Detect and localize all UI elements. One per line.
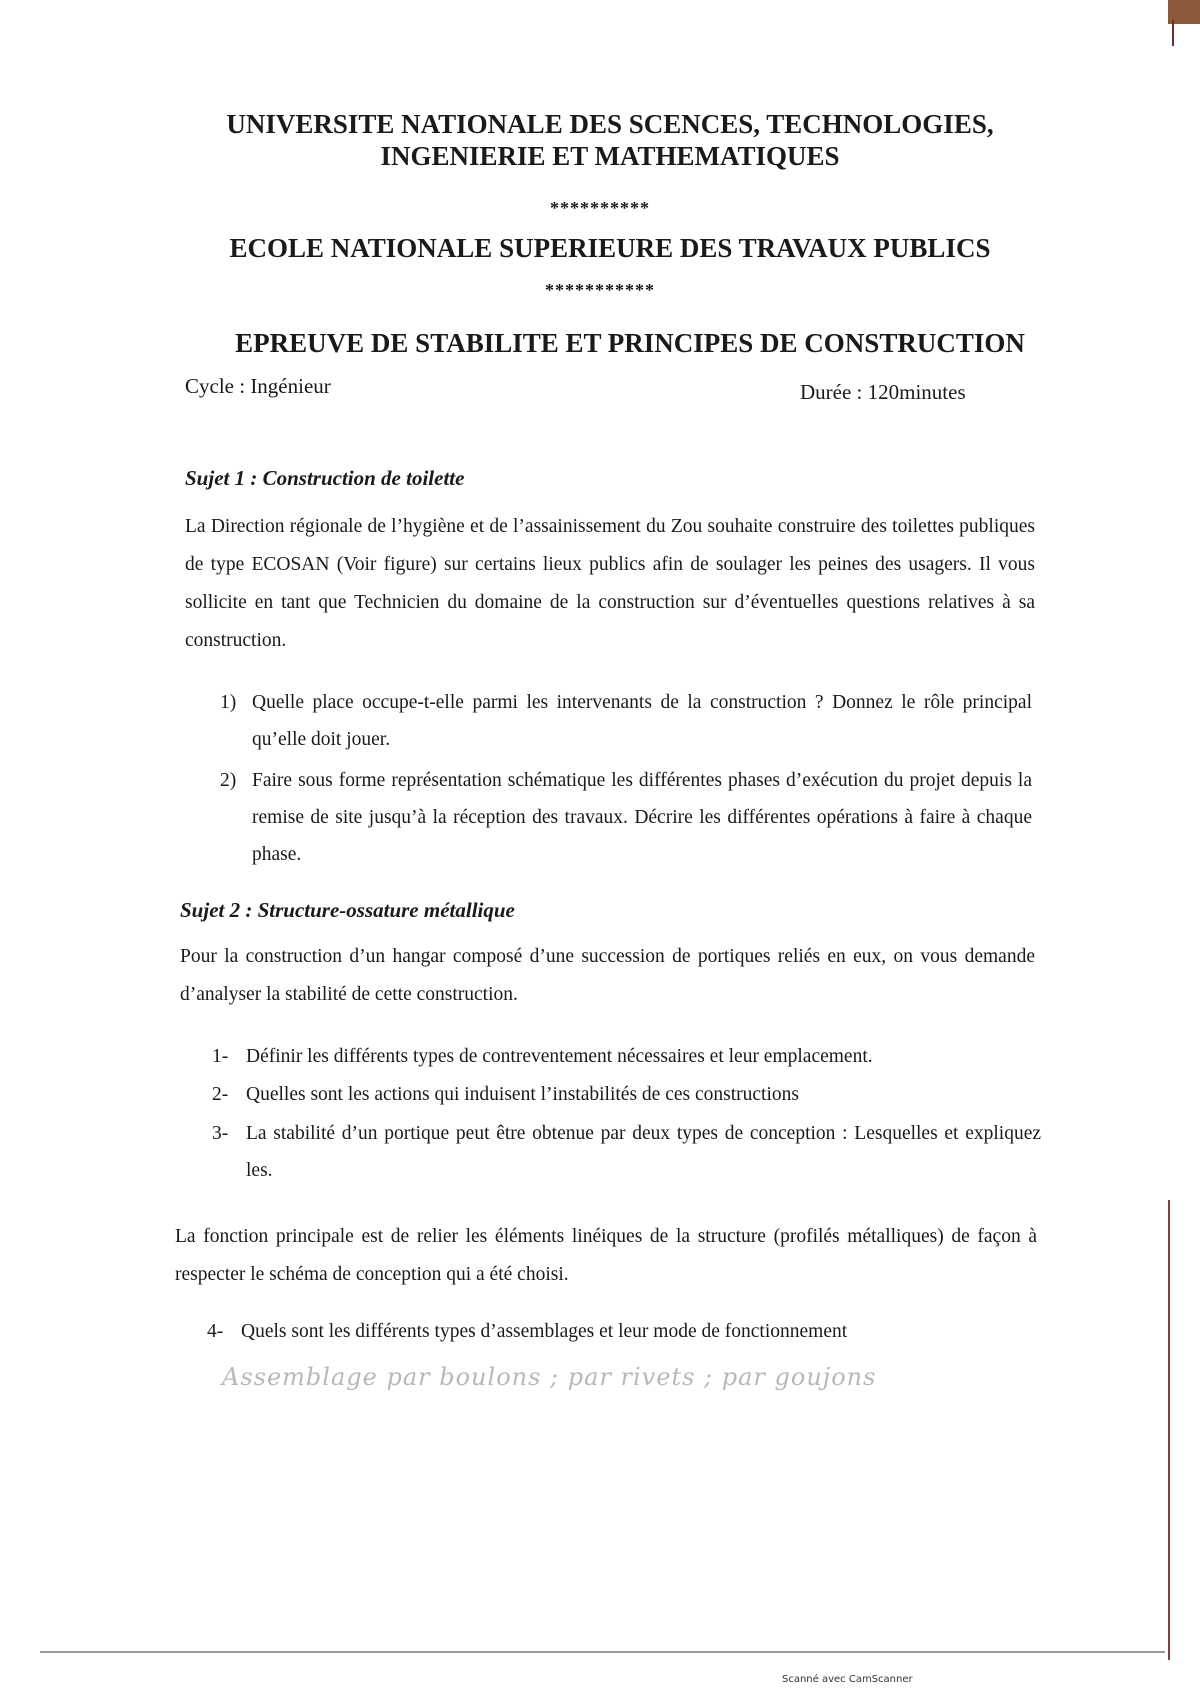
question-number: 1): [220, 692, 237, 713]
university-line-1: UNIVERSITE NATIONALE DES SCENCES, TECHNOLOGIES,: [226, 109, 994, 139]
subject-1-title: Sujet 1 : Construction de toilette: [185, 466, 465, 490]
bottom-edge-rule: [40, 1651, 1165, 1653]
corner-line-mark: [1172, 20, 1174, 46]
question-text: Quelle place occupe-t-elle parmi les intervenants de la construction ? Donnez le rôle principal qu’elle doit jouer.: [252, 692, 1032, 750]
question-number: 3-: [212, 1123, 229, 1144]
subject-2-title: Sujet 2 : Structure-ossature métallique: [180, 898, 515, 922]
question-number: 2): [220, 770, 237, 791]
question-text: Quelles sont les actions qui induisent l’instabilités de ces constructions: [246, 1084, 799, 1105]
separator-stars-1: **********: [550, 198, 650, 218]
question-number: 4-: [207, 1321, 224, 1342]
separator-stars-2: ***********: [545, 280, 655, 300]
cycle-label: Cycle : Ingénieur: [185, 374, 331, 398]
school-heading: ECOLE NATIONALE SUPERIEURE DES TRAVAUX PUBLICS: [229, 233, 991, 263]
question-text: Quels sont les différents types d’assemblages et leur mode de fonctionnement: [241, 1321, 848, 1342]
university-line-2: INGENIERIE ET MATHEMATIQUES: [380, 141, 840, 171]
duration-label: Durée : 120minutes: [800, 380, 966, 404]
exam-title: EPREUVE DE STABILITE ET PRINCIPES DE CONSTRUCTION: [235, 328, 1025, 358]
right-edge-rule: [1168, 1200, 1170, 1660]
question-number: 1-: [212, 1046, 229, 1067]
subject-2-intro: Pour la construction d’un hangar composé d’une succession de portiques reliés en eux, on vous demande d’analyser la stabilité de cette construction.: [180, 946, 1035, 1005]
question-number: 2-: [212, 1084, 229, 1105]
subject-1-intro: La Direction régionale de l’hygiène et de l’assainissement du Zou souhaite construire des toilettes publiques de type ECOSAN (Voir figure) sur certains lieux publics afin de soulager les peines des usagers. Il vous sollicite en tant que Technicien du domaine de la construction sur d’éventuelles questions relatives à sa construction.: [185, 516, 1035, 651]
scanner-stamp: Scanné avec CamScanner: [782, 1674, 913, 1685]
university-heading: [180, 108, 1040, 172]
handwritten-answer: Assemblage par boulons ; par rivets ; par goujons: [222, 1363, 877, 1391]
subject-2-paragraph-2: La fonction principale est de relier les éléments linéiques de la structure (profilés métalliques) de façon à respecter le schéma de conception qui a été choisi.: [175, 1226, 1037, 1285]
question-text: Faire sous forme représentation schématique les différentes phases d’exécution du projet depuis la remise de site jusqu’à la réception des travaux. Décrire les différentes opérations à faire à chaque phase.: [252, 770, 1032, 865]
question-text: Définir les différents types de contreventement nécessaires et leur emplacement.: [246, 1046, 873, 1067]
question-text: La stabilité d’un portique peut être obtenue par deux types de conception : Lesquelles et expliquez les.: [246, 1123, 1041, 1181]
